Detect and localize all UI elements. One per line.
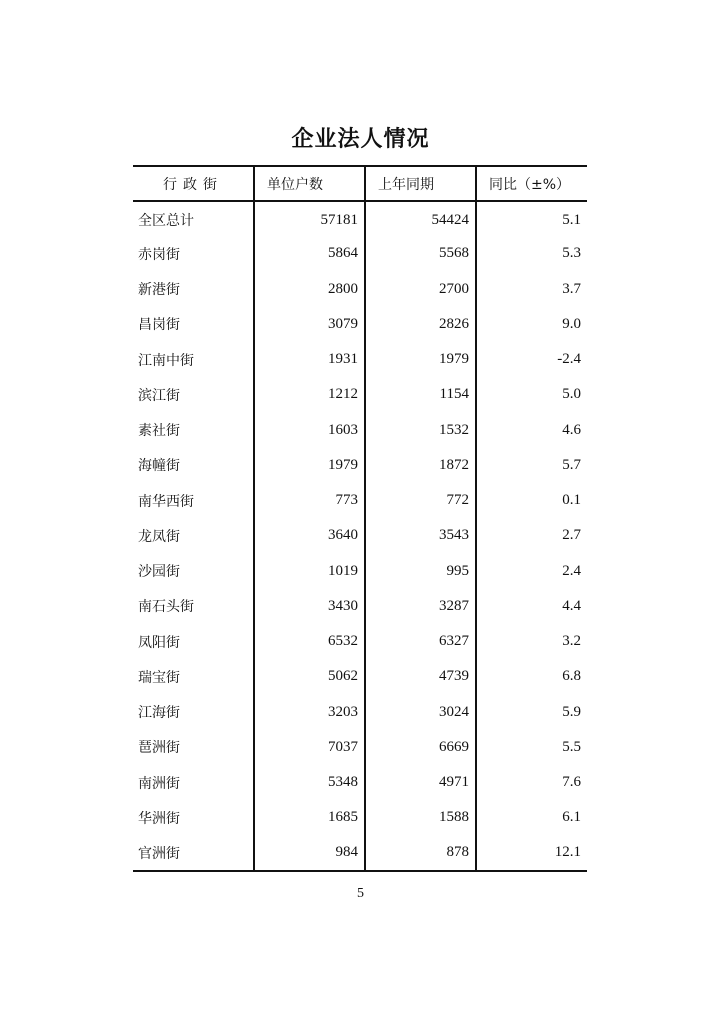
last-year-cell: 4739 [365, 659, 476, 694]
yoy-change-cell: -2.4 [476, 342, 587, 377]
last-year-cell: 772 [365, 483, 476, 518]
last-year-cell: 2826 [365, 307, 476, 342]
enterprise-legal-person-table [133, 165, 587, 872]
last-year-cell: 2700 [365, 272, 476, 307]
table-row [133, 800, 587, 835]
unit-count-cell: 773 [254, 483, 365, 518]
table-row [133, 695, 587, 730]
yoy-change-cell: 4.6 [476, 413, 587, 448]
unit-count-cell: 3430 [254, 589, 365, 624]
table-row [133, 765, 587, 800]
table-row [133, 659, 587, 694]
yoy-change-cell: 5.5 [476, 730, 587, 765]
table-row [133, 589, 587, 624]
last-year-cell: 5568 [365, 236, 476, 271]
unit-count-cell: 7037 [254, 730, 365, 765]
last-year-cell: 6327 [365, 624, 476, 659]
district-name-cell: 海幢街 [138, 458, 180, 475]
last-year-cell: 6669 [365, 730, 476, 765]
last-year-cell: 54424 [365, 201, 476, 236]
table-header-row [133, 166, 587, 201]
table-row [133, 624, 587, 659]
unit-count-cell: 57181 [254, 201, 365, 236]
district-name-cell: 赤岗街 [138, 246, 180, 263]
yoy-change-cell: 4.4 [476, 589, 587, 624]
yoy-change-cell: 7.6 [476, 765, 587, 800]
unit-count-cell: 984 [254, 836, 365, 871]
district-name-cell: 华洲街 [138, 810, 180, 827]
yoy-change-cell: 3.2 [476, 624, 587, 659]
yoy-change-cell: 2.7 [476, 518, 587, 553]
district-name-cell: 南洲街 [138, 775, 180, 792]
district-name-cell: 素社街 [138, 423, 180, 440]
unit-count-cell: 1685 [254, 800, 365, 835]
yoy-change-cell: 2.4 [476, 554, 587, 589]
unit-count-cell: 5864 [254, 236, 365, 271]
yoy-change-cell: 6.8 [476, 659, 587, 694]
last-year-cell: 1532 [365, 413, 476, 448]
unit-count-cell: 3203 [254, 695, 365, 730]
district-name-cell: 江南中街 [138, 352, 194, 369]
column-header-last-year: 上年同期 [365, 166, 476, 201]
last-year-cell: 3543 [365, 518, 476, 553]
unit-count-cell: 3640 [254, 518, 365, 553]
unit-count-cell: 5348 [254, 765, 365, 800]
unit-count-cell: 2800 [254, 272, 365, 307]
table-row [133, 413, 587, 448]
yoy-change-cell: 5.1 [476, 201, 587, 236]
last-year-cell: 1588 [365, 800, 476, 835]
table-row [133, 836, 587, 871]
last-year-cell: 1979 [365, 342, 476, 377]
unit-count-cell: 1019 [254, 554, 365, 589]
table-row [133, 377, 587, 412]
table-row [133, 730, 587, 765]
district-name-cell: 沙园街 [138, 564, 180, 581]
unit-count-cell: 1603 [254, 413, 365, 448]
last-year-cell: 1154 [365, 377, 476, 412]
table-row [133, 342, 587, 377]
district-name-cell: 官洲街 [133, 836, 254, 871]
last-year-cell: 4971 [365, 765, 476, 800]
district-name-cell: 全区总计 [138, 213, 194, 230]
unit-count-cell: 6532 [254, 624, 365, 659]
unit-count-cell: 3079 [254, 307, 365, 342]
unit-count-cell: 5062 [254, 659, 365, 694]
page-title: 企业法人情况 [291, 127, 430, 152]
last-year-cell: 3287 [365, 589, 476, 624]
district-name-cell: 龙凤街 [138, 528, 180, 545]
yoy-change-cell: 5.0 [476, 377, 587, 412]
yoy-change-cell: 6.1 [476, 800, 587, 835]
yoy-change-cell: 12.1 [476, 836, 587, 871]
column-header-district: 行政街 [133, 166, 254, 201]
unit-count-cell: 1931 [254, 342, 365, 377]
last-year-cell: 3024 [365, 695, 476, 730]
table-row [133, 554, 587, 589]
yoy-change-cell: 9.0 [476, 307, 587, 342]
table-row [133, 518, 587, 553]
yoy-change-cell: 0.1 [476, 483, 587, 518]
table-row [133, 483, 587, 518]
district-name-cell: 江海街 [138, 705, 180, 722]
district-name-cell: 琶洲街 [138, 740, 180, 757]
district-name-cell: 凤阳街 [138, 634, 180, 651]
last-year-cell: 995 [365, 554, 476, 589]
yoy-change-cell: 3.7 [476, 272, 587, 307]
district-name-cell: 南华西街 [138, 493, 194, 510]
district-name-cell: 昌岗街 [138, 317, 180, 334]
table-row [133, 307, 587, 342]
yoy-change-cell: 5.7 [476, 448, 587, 483]
yoy-change-cell: 5.9 [476, 695, 587, 730]
last-year-cell: 878 [365, 836, 476, 871]
yoy-change-cell: 5.3 [476, 236, 587, 271]
table-row [133, 236, 587, 271]
unit-count-cell: 1979 [254, 448, 365, 483]
table-row [133, 448, 587, 483]
table-body [133, 201, 587, 871]
district-name-cell: 新港街 [138, 282, 180, 299]
district-name-cell: 滨江街 [138, 387, 180, 404]
column-header-yoy-change: 同比（±%） [476, 166, 587, 201]
page-number: 5 [357, 886, 364, 901]
district-name-cell: 瑞宝街 [138, 669, 180, 686]
table-row [133, 272, 587, 307]
table-row-total [133, 201, 587, 236]
district-name-cell: 南石头街 [138, 599, 194, 616]
unit-count-cell: 1212 [254, 377, 365, 412]
column-header-unit-count: 单位户数 [254, 166, 365, 201]
last-year-cell: 1872 [365, 448, 476, 483]
